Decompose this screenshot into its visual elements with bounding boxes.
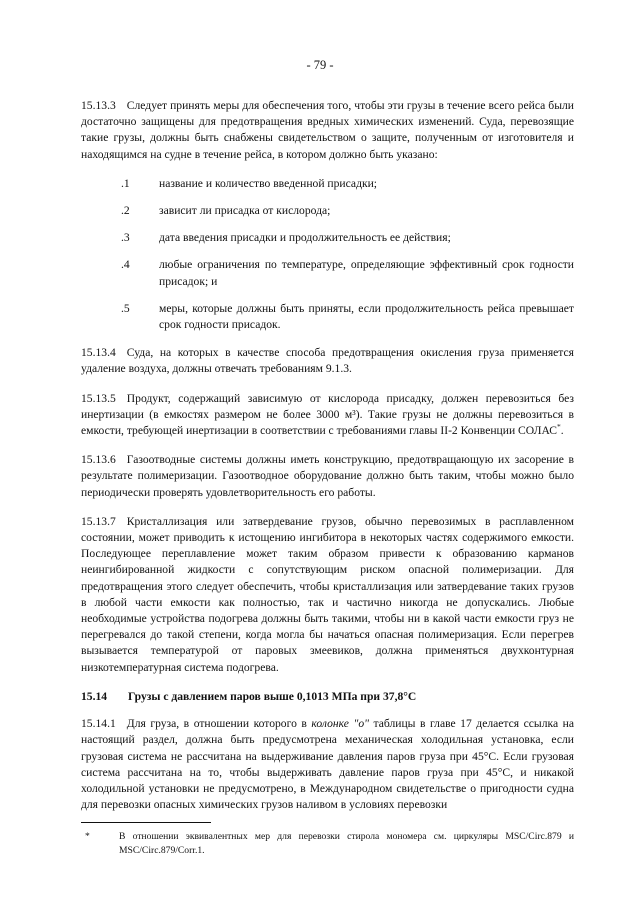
paragraph-end: . bbox=[560, 424, 564, 438]
footnote-separator bbox=[81, 822, 211, 823]
paragraph-number: 15.13.4 bbox=[81, 346, 116, 360]
list-item bbox=[81, 203, 574, 219]
footnote-reference: * bbox=[556, 422, 561, 432]
paragraph-text: Продукт, содержащий зависимую от кислорода присадку, должен перевозиться без инертизации (в емкостях размером не более 3000 м³). Такие грузы не должны перевозиться в емкости, требующей инертизации в соответствии с требованиями главы II-2 Конвенции СОЛАС bbox=[81, 391, 574, 438]
list-item bbox=[81, 301, 574, 333]
footnote-text: В отношении эквивалентных мер для перевозки стирола мономера см. циркуляры MSC/Circ.879 и MSC/Circ.879/Corr.1. bbox=[119, 831, 574, 856]
paragraph-15-13-6 bbox=[81, 452, 574, 501]
section-title: Грузы с давлением паров выше 0,1013 МПа при 37,8°С bbox=[128, 689, 417, 703]
paragraph-number: 15.14.1 bbox=[81, 717, 116, 731]
page-body bbox=[81, 98, 574, 826]
paragraph-number: 15.13.6 bbox=[81, 453, 116, 467]
list-item bbox=[81, 257, 574, 289]
paragraph-text: Следует принять меры для обеспечения того, чтобы эти грузы в течение всего рейса были достаточно защищены для предотвращения вредных химических изменений. Суда, перевозящие такие грузы, должны быть снабжены свидетельством о защите, полученным от изготовителя и находящимся на судне в течение рейса, в котором должно быть указано: bbox=[81, 99, 574, 161]
column-reference: колонке "о" bbox=[311, 717, 369, 731]
paragraph-text: Суда, на которых в качестве способа предотвращения окисления груза применяется удаление воздуха, должны отвечать требованиям 9.1.3. bbox=[81, 346, 574, 376]
paragraph-15-13-7 bbox=[81, 514, 574, 676]
paragraph-number: 15.13.3 bbox=[81, 99, 116, 112]
list-item-text: дата введения присадки и продолжительность ее действия; bbox=[159, 231, 451, 245]
page-number: - 79 - bbox=[306, 58, 334, 72]
paragraph-text: Газоотводные системы должны иметь конструкцию, предотвращающую их засорение в результате полимеризации. Газоотводное оборудование должно быть таким, чтобы можно было периодически проверять удовлетворительность его работы. bbox=[81, 453, 574, 499]
list-item-number: .4 bbox=[121, 258, 130, 272]
list-item bbox=[81, 230, 574, 246]
list-item-text: меры, которые должны быть приняты, если продолжительность рейса превышает срок годности присадок. bbox=[159, 301, 574, 332]
list-item-number: .2 bbox=[121, 204, 130, 218]
footnote-mark: * bbox=[85, 831, 90, 842]
paragraph-15-13-3 bbox=[81, 98, 574, 163]
list-item-text: название и количество введенной присадки; bbox=[159, 176, 378, 190]
section-number: 15.14 bbox=[81, 689, 108, 703]
paragraph-15-13-5 bbox=[81, 391, 574, 440]
list-item bbox=[81, 176, 574, 192]
paragraph-text-end: таблицы в главе 17 делается ссылка на настоящий раздел, должна быть предусмотрена механическая холодильная установка, если грузовая система не рассчитана на выдерживание давления паров груза при 45°С. Если грузовая система рассчитана на то, чтобы выдерживать давление паров груза при 45°С, и никакой холодильной установки не предусмотрено, в Международном свидетельстве о пригодности судна для перевозки опасных химических грузов наливом в условиях перевозки bbox=[81, 717, 574, 812]
list-item-text: зависит ли присадка от кислорода; bbox=[159, 204, 331, 218]
footnote bbox=[81, 830, 574, 857]
requirements-list bbox=[81, 176, 574, 333]
paragraph-15-13-4 bbox=[81, 345, 574, 377]
paragraph-number: 15.13.7 bbox=[81, 514, 116, 528]
list-item-text: любые ограничения по температуре, определяющие эффективный срок годности присадок; и bbox=[159, 258, 574, 288]
list-item-number: .3 bbox=[121, 231, 130, 245]
paragraph-number: 15.13.5 bbox=[81, 391, 116, 405]
section-heading bbox=[81, 689, 574, 705]
list-item-number: .5 bbox=[121, 301, 130, 315]
paragraph-text: Кристаллизация или затвердевание грузов, обычно перевозимых в расплавленном состоянии, может приводить к истощению ингибитора в некоторых частях содержимого емкости. Последующее переплавление может таким образом привести к образованию карманов неингибированной жидкости с сопутствующим риском опасной полимеризации. Для предотвращения этого следует обеспечить, чтобы кристаллизация или затвердевание таких грузов в любой части емкости как полностью, так и частично никогда не допускались. Любые необходимые устройства подогрева должны быть такими, чтобы ни в какой части емкости груз не перегревался до такой степени, когда могла бы начаться опасная полимеризация. Если перегрев вызывается температурой от паровых змеевиков, должна применяться двухконтурная низкотемпературная система подогрева. bbox=[81, 514, 574, 674]
list-item-number: .1 bbox=[121, 176, 130, 190]
paragraph-text-start: Для груза, в отношении которого в bbox=[126, 717, 312, 731]
paragraph-15-14-1 bbox=[81, 716, 574, 813]
